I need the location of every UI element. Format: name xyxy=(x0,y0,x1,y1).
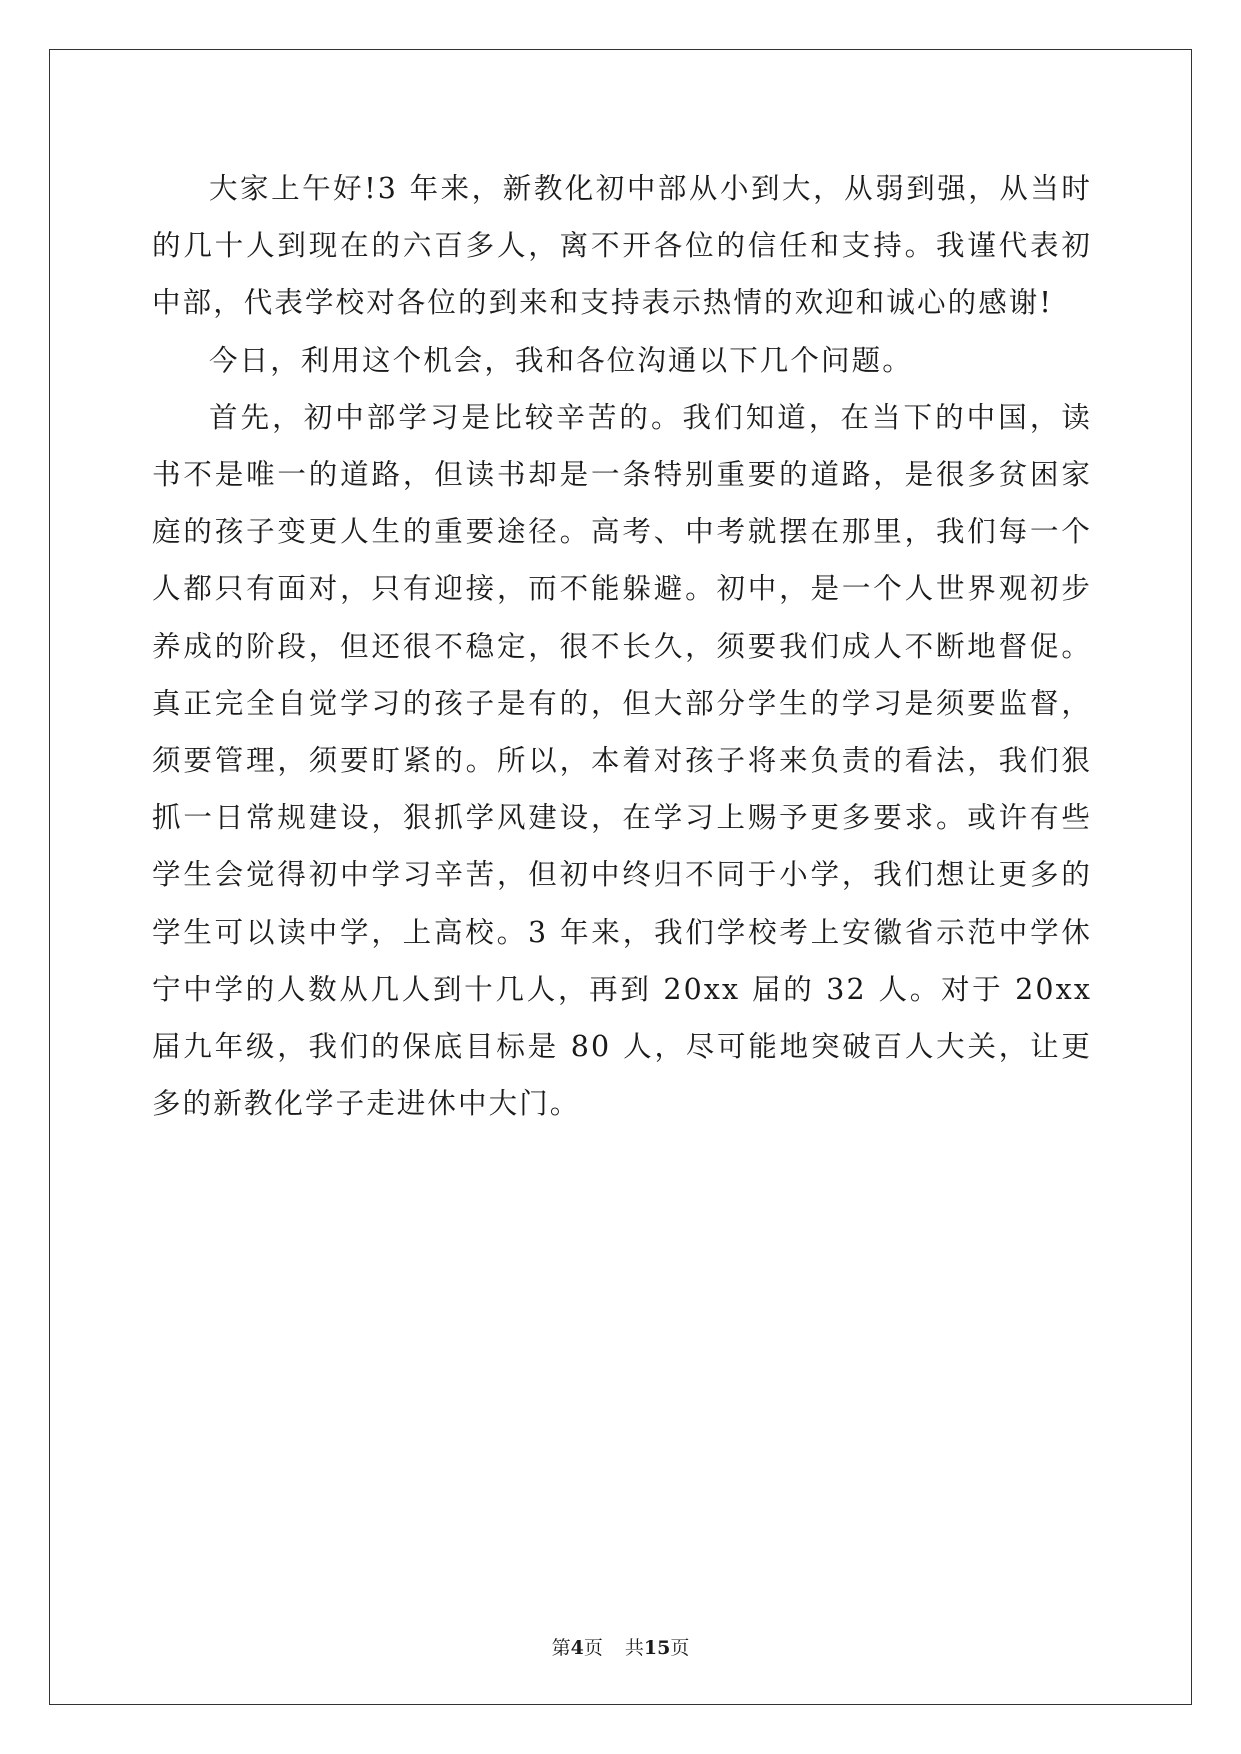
paragraph-intro: 今日，利用这个机会，我和各位沟通以下几个问题。 xyxy=(209,343,913,377)
page-suffix: 页 xyxy=(583,1637,603,1659)
document-body xyxy=(152,160,1104,1132)
total-pages: 15 xyxy=(643,1637,671,1659)
page-footer xyxy=(0,1635,1241,1661)
total-suffix: 页 xyxy=(670,1637,690,1659)
page-number: 4 xyxy=(570,1637,584,1659)
page-prefix: 第 xyxy=(551,1637,571,1659)
paragraph-greeting: 大家上午好!3 年来，新教化初中部从小到大，从弱到强，从当时的几十人到现在的六百多人，离不开各位的信任和支持。我谨代表初中部，代表学校对各位的到来和支持表示热情的欢迎和诚心的感谢! xyxy=(152,172,1092,320)
total-prefix: 共 xyxy=(624,1637,644,1659)
paragraph-first-point: 首先，初中部学习是比较辛苦的。我们知道，在当下的中国，读书不是唯一的道路，但读书却是一条特别重要的道路，是很多贫困家庭的孩子变更人生的重要途径。高考、中考就摆在那里，我们每一个人都只有面对，只有迎接，而不能躲避。初中，是一个人世界观初步养成的阶段，但还很不稳定，很不长久，须要我们成人不断地督促。真正完全自觉学习的孩子是有的，但大部分学生的学习是须要监督，须要管理，须要盯紧的。所以，本着对孩子将来负责的看法，我们狠抓一日常规建设，狠抓学风建设，在学习上赐予更多要求。或许有些学生会觉得初中学习辛苦，但初中终归不同于小学，我们想让更多的学生可以读中学，上高校。3 年来，我们学校考上安徽省示范中学休宁中学的人数从几人到十几人，再到 20xx 届的 32 人。对于 20xx 届九年级，我们的保底目标是 80 人，尽可能地突破百人大关，让更多的新教化学子走进休中大门。 xyxy=(152,400,1104,1121)
